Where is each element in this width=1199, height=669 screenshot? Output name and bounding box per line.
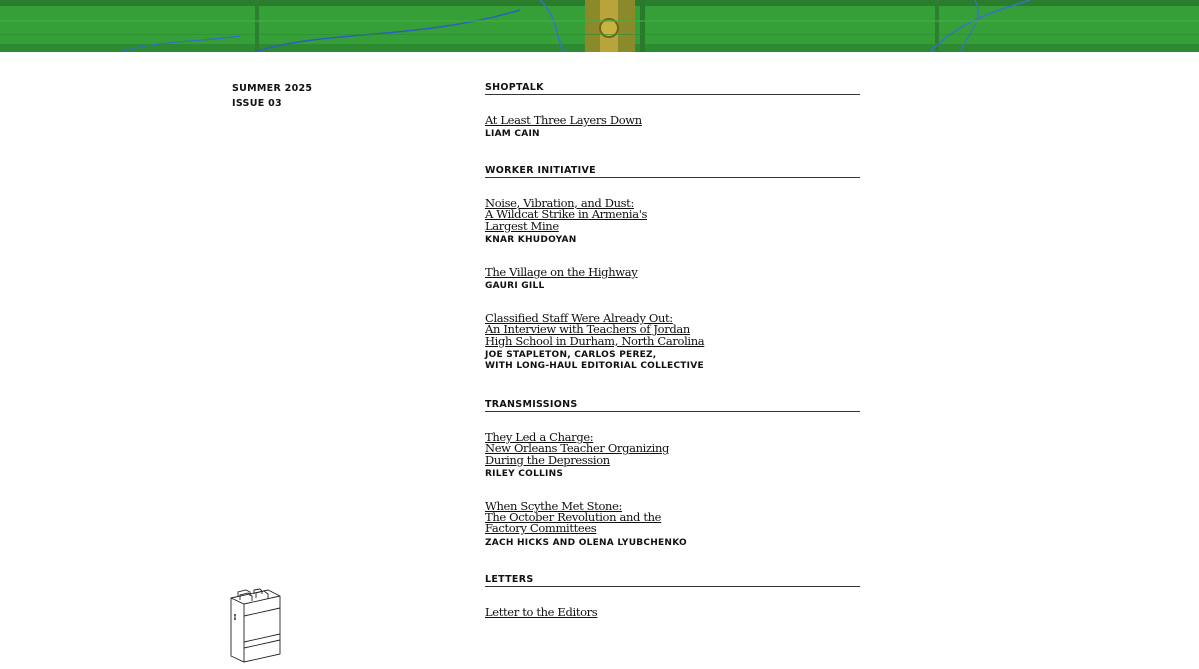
article-author: JOE STAPLETON, CARLOS PEREZ, WITH LONG-HAUL EDITORIAL COLLECTIVE <box>485 350 704 372</box>
toc-entry <box>485 264 860 292</box>
toc-entry <box>485 498 860 549</box>
breaker-box-icon <box>228 588 283 664</box>
section-heading: SHOPTALK <box>485 82 860 95</box>
issue-number: ISSUE 03 <box>232 97 282 109</box>
article-link[interactable]: The Village on the Highway <box>485 264 638 279</box>
section-heading: TRANSMISSIONS <box>485 399 860 412</box>
article-link[interactable]: When Scythe Met Stone: The October Revolution and the Factory Committees <box>485 498 662 536</box>
section-shoptalk <box>485 82 860 161</box>
header-banner-image <box>0 0 1199 52</box>
article-author: KNAR KHUDOYAN <box>485 234 577 245</box>
toc-entry <box>485 198 860 246</box>
section-transmissions <box>485 399 860 570</box>
banner-photo <box>0 0 1199 52</box>
article-link[interactable]: Noise, Vibration, and Dust: A Wildcat Strike in Armenia's Largest Mine <box>485 196 648 233</box>
issue-season: SUMMER 2025 <box>232 83 313 94</box>
section-heading: WORKER INITIATIVE <box>485 165 860 178</box>
article-author: LIAM CAIN <box>485 129 540 140</box>
article-link[interactable]: Classified Staff Were Already Out: An Interview with Teachers of Jordan High School in Durham, North Carolina <box>485 311 705 348</box>
section-letters <box>485 574 860 639</box>
article-author: GAURI GILL <box>485 281 545 292</box>
section-heading: LETTERS <box>485 574 860 587</box>
toc-entry <box>485 432 860 480</box>
article-link[interactable]: They Led a Charge: New Orleans Teacher Organizing During the Depression <box>485 430 670 467</box>
article-link[interactable]: Letter to the Editors <box>485 605 598 619</box>
article-link[interactable]: At Least Three Layers Down <box>485 113 642 127</box>
toc-entry <box>485 607 860 618</box>
article-author: ZACH HICKS AND OLENA LYUBCHENKO <box>485 537 687 548</box>
issue-meta <box>232 82 312 111</box>
section-worker-initiative <box>485 165 860 393</box>
toc-entry <box>485 313 860 372</box>
toc-entry <box>485 115 860 140</box>
article-author: RILEY COLLINS <box>485 468 564 479</box>
